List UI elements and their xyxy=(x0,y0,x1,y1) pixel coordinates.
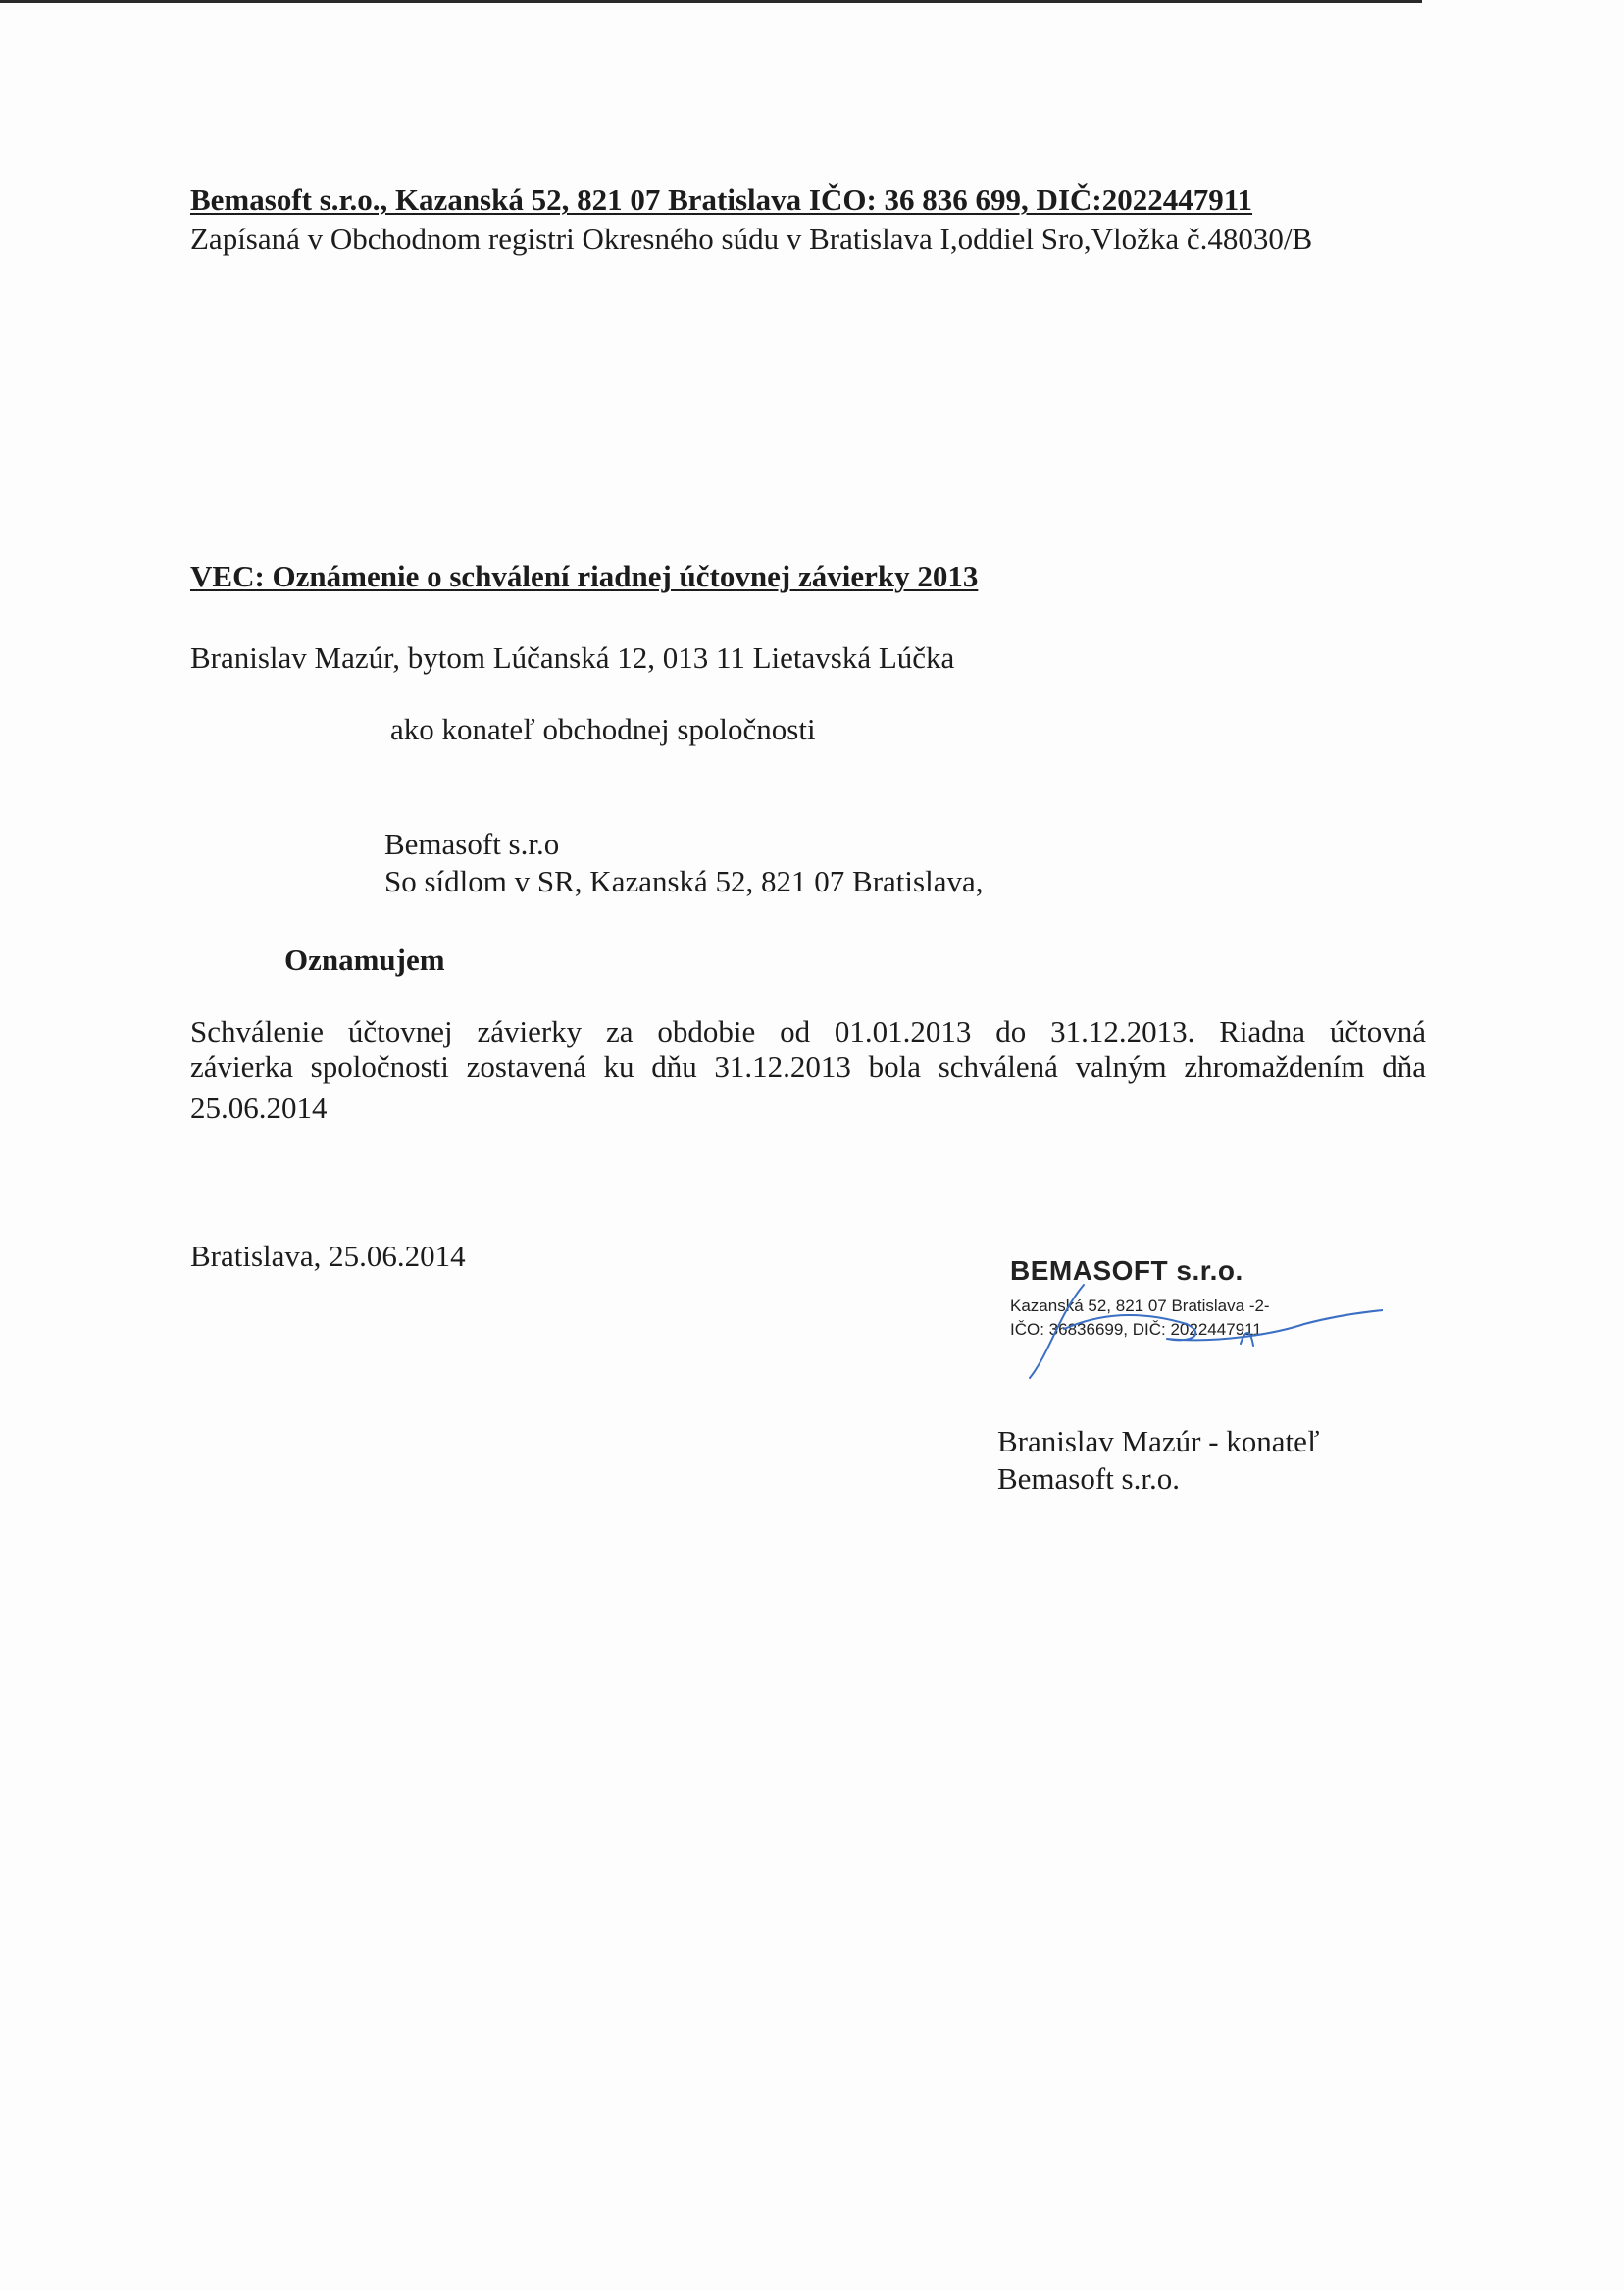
body-line-1: Schválenie účtovnej závierky za obdobie od 01.01.2013 do 31.12.2013. Riadna účtovná xyxy=(190,1014,1426,1048)
subject-line: VEC: Oznámenie o schválení riadnej účtovnej závierky 2013 xyxy=(190,559,979,593)
body-line-3: 25.06.2014 xyxy=(190,1091,328,1125)
sender-line: Branislav Mazúr, bytom Lúčanská 12, 013 11 Lietavská Lúčka xyxy=(190,640,955,675)
announcement-heading: Oznamujem xyxy=(284,942,445,977)
sender-role: ako konateľ obchodnej spoločnosti xyxy=(390,712,816,746)
signatory-name: Branislav Mazúr - konateľ xyxy=(997,1424,1320,1458)
handwritten-signature xyxy=(990,1275,1383,1383)
company-seat: So sídlom v SR, Kazanská 52, 821 07 Bratislava, xyxy=(384,864,984,898)
scan-edge-line xyxy=(0,0,1422,3)
place-date: Bratislava, 25.06.2014 xyxy=(190,1239,466,1273)
company-header: Bemasoft s.r.o., Kazanská 52, 821 07 Bratislava IČO: 36 836 699, DIČ:2022447911 xyxy=(190,182,1253,217)
body-line-2: závierka spoločnosti zostavená ku dňu 31.12.2013 bola schválená valným zhromaždením dňa xyxy=(190,1049,1426,1084)
stamp-company-name: BEMASOFT s.r.o. xyxy=(1010,1255,1243,1286)
signatory-company: Bemasoft s.r.o. xyxy=(997,1461,1180,1496)
signature-stroke xyxy=(1030,1285,1383,1378)
company-name: Bemasoft s.r.o xyxy=(384,827,560,861)
registry-line: Zapísaná v Obchodnom registri Okresného súdu v Bratislava I,oddiel Sro,Vložka č.48030/B xyxy=(190,222,1313,256)
signature-flourish xyxy=(1241,1333,1253,1346)
stamp-ids: IČO: 36836699, DIČ: 2022447911 xyxy=(1010,1320,1262,1339)
stamp-address: Kazanská 52, 821 07 Bratislava -2- xyxy=(1010,1297,1270,1315)
